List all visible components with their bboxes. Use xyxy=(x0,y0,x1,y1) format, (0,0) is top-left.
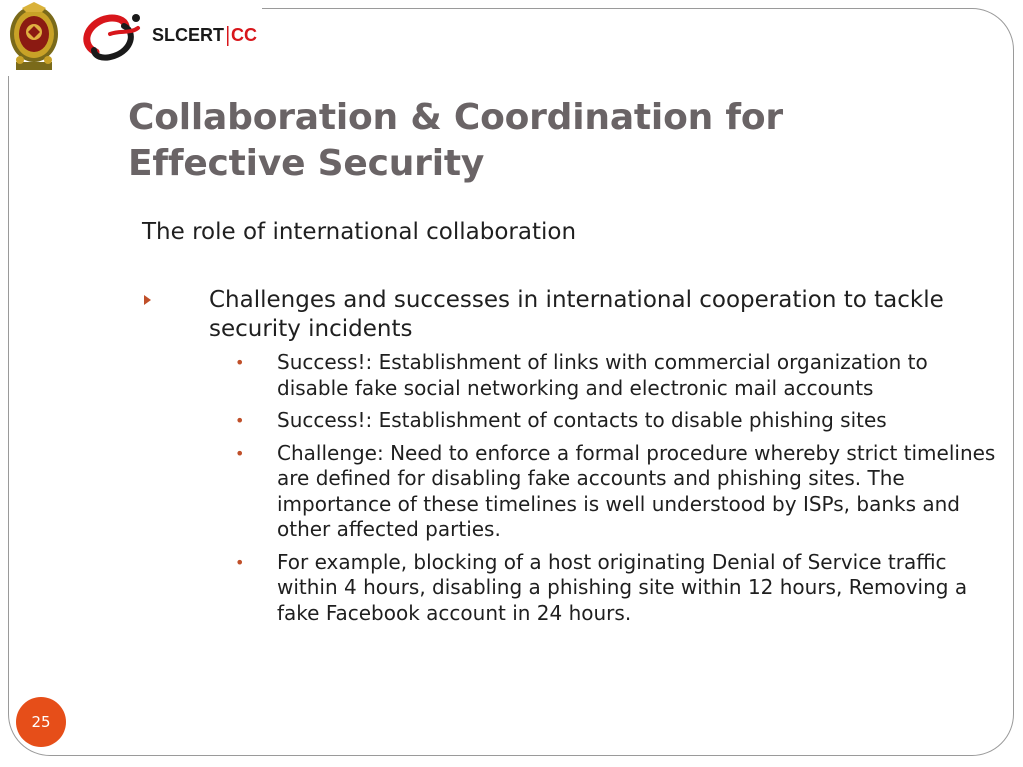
slcert-logo xyxy=(80,6,265,70)
dot-icon: • xyxy=(235,411,245,430)
triangle-right-icon xyxy=(142,290,154,310)
slide-title-line-1: Collaboration & Coordination for xyxy=(128,97,783,138)
sub-bullet-item xyxy=(235,549,997,627)
sri-lanka-emblem-icon xyxy=(6,2,62,74)
sub-bullet-list xyxy=(235,350,997,626)
sub-bullet-item xyxy=(235,408,997,434)
sub-bullet-text: Success!: Establishment of contacts to disable phishing sites xyxy=(277,408,887,432)
main-bullet-text: Challenges and successes in international cooperation to tackle security incidents xyxy=(209,287,944,342)
slide-subtitle: The role of international collaboration xyxy=(142,219,577,245)
page-number: 25 xyxy=(31,713,51,731)
sub-bullet-text: Challenge: Need to enforce a formal procedure whereby strict timelines are defined for disabling fake accounts and phishing sites. The importance of these timelines is well understood by ISPs, banks and other affected parties. xyxy=(277,440,996,541)
dot-icon: • xyxy=(235,353,245,372)
sub-bullet-item xyxy=(235,350,997,401)
slide-title-line-2: Effective Security xyxy=(128,143,485,184)
svg-text:CC: CC xyxy=(231,25,257,45)
dot-icon: • xyxy=(235,443,245,463)
sub-bullet-text: For example, blocking of a host originating Denial of Service traffic within 4 hours, disabling a phishing site within 12 hours, Removing a fake Facebook account in 24 hours. xyxy=(277,549,968,625)
slide-title xyxy=(128,95,888,187)
slcert-logo-text: SLCERT xyxy=(152,25,224,45)
main-bullet-item xyxy=(142,286,1002,633)
sub-bullet-text: Success!: Establishment of links with commercial organization to disable fake social networking and electronic mail accounts xyxy=(277,350,928,400)
sub-bullet-item xyxy=(235,440,997,543)
dot-icon: • xyxy=(235,552,245,572)
page-number-badge xyxy=(16,697,66,747)
